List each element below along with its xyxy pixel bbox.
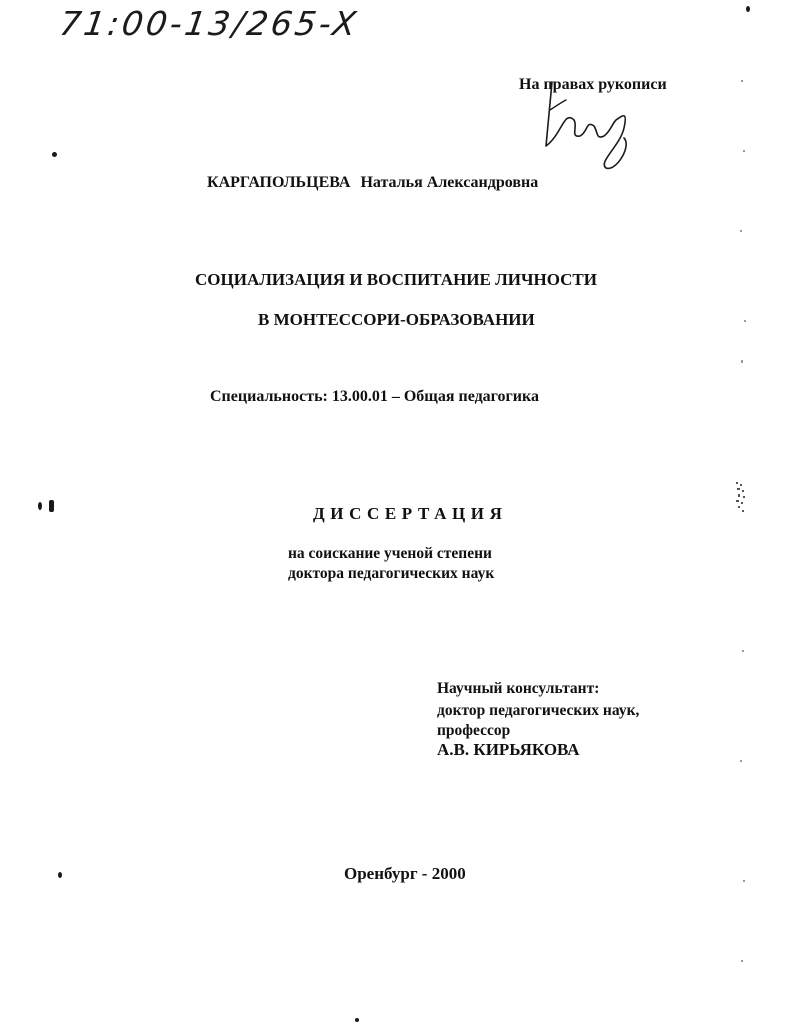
scan-speck bbox=[58, 872, 62, 878]
scan-speck bbox=[355, 1018, 359, 1022]
author-name bbox=[207, 174, 538, 192]
consultant-name: А.В. КИРЬЯКОВА bbox=[437, 740, 580, 759]
city-and-year: Оренбург - 2000 bbox=[344, 864, 466, 883]
consultant-rank: профессор bbox=[437, 722, 511, 739]
degree-purpose-line-1: на соискание ученой степени bbox=[288, 545, 492, 562]
author-given-names: Наталья Александровна bbox=[360, 174, 539, 191]
author-signature bbox=[540, 80, 640, 172]
specialty-code: Специальность: 13.00.01 – Общая педагогика bbox=[210, 388, 539, 405]
handwritten-archive-code: 71:00-13/265-X bbox=[57, 4, 362, 43]
scan-edge-noise bbox=[738, 60, 748, 1000]
degree-purpose-line-2: доктора педагогических наук bbox=[288, 565, 495, 582]
scan-speck bbox=[746, 6, 750, 12]
manuscript-rights-note: На правах рукописи bbox=[519, 76, 667, 93]
dissertation-title-line-1: СОЦИАЛИЗАЦИЯ И ВОСПИТАНИЕ ЛИЧНОСТИ bbox=[195, 270, 597, 289]
dissertation-title-line-2: В МОНТЕССОРИ-ОБРАЗОВАНИИ bbox=[258, 310, 535, 329]
scan-speck bbox=[38, 502, 42, 510]
author-surname: КАРГАПОЛЬЦЕВА bbox=[207, 174, 351, 191]
document-type-heading: ДИССЕРТАЦИЯ bbox=[313, 504, 508, 523]
consultant-degree: доктор педагогических наук, bbox=[437, 702, 640, 719]
scan-speck bbox=[49, 500, 54, 512]
consultant-label: Научный консультант: bbox=[437, 680, 600, 697]
scan-speck bbox=[52, 152, 57, 157]
